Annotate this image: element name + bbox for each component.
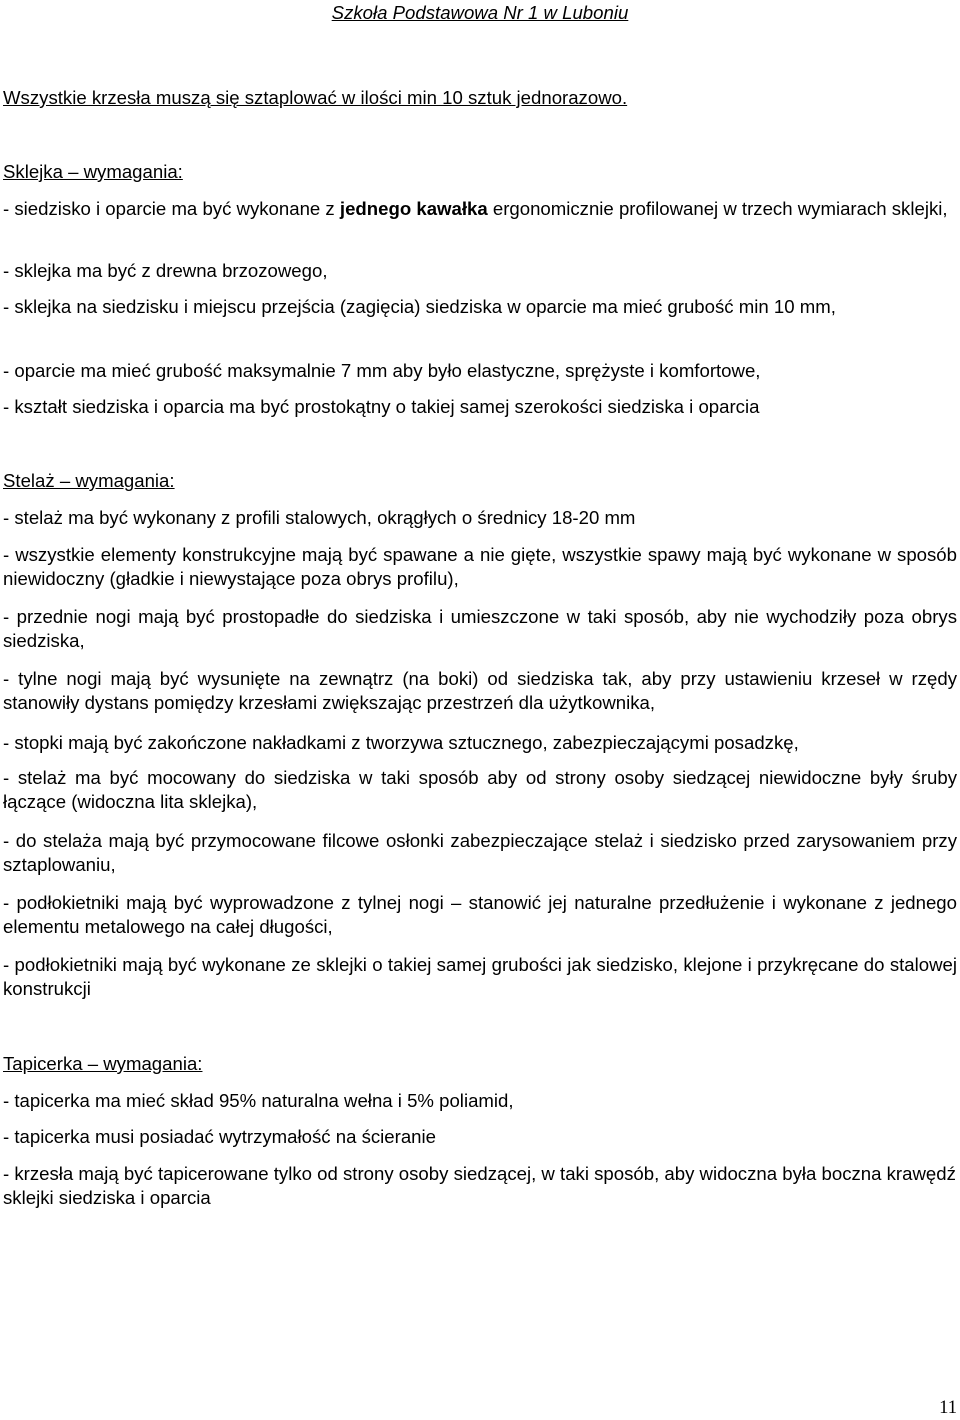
intro-text: Wszystkie krzesła muszą się sztaplować w ilości min 10 sztuk jednorazowo.	[3, 87, 628, 108]
plywood-item-4: - oparcie ma mieć grubość maksymalnie 7 mm aby było elastyczne, sprężyste i komfortowe,	[3, 360, 761, 381]
plywood-item-3: - sklejka na siedzisku i miejscu przejścia (zagięcia) siedziska w oparcie ma mieć grubość min 10 mm,	[3, 296, 836, 317]
page-number: 11	[939, 1397, 957, 1418]
plywood-item-1-start: - siedzisko i oparcie ma być wykonane z	[3, 198, 340, 219]
frame-item-6: - stelaż ma być mocowany do siedziska w taki sposób aby od strony osoby siedzącej niewidoczne były śruby łączące (widoczna lita sklejka),	[3, 767, 957, 812]
plywood-item-1-end: ergonomicznie profilowanej w trzech wymiarach sklejki,	[487, 198, 948, 219]
frame-item-9: - podłokietniki mają być wykonane ze sklejki o takiej samej grubości jak siedzisko, klejone i przykręcane do stalowej konstrukcji	[3, 954, 957, 999]
frame-item-3: - przednie nogi mają być prostopadłe do siedziska i umieszczone w taki sposób, aby nie wychodziły poza obrys siedziska,	[3, 606, 957, 651]
upholstery-item-3: - krzesła mają być tapicerowane tylko od strony osoby siedzącej, w taki sposób, aby widoczna była boczna krawędź sklejki siedziska i oparcia	[3, 1163, 956, 1208]
upholstery-item-2: - tapicerka musi posiadać wytrzymałość na ścieranie	[3, 1126, 436, 1147]
frame-item-1: - stelaż ma być wykonany z profili stalowych, okrągłych o średnicy 18-20 mm	[3, 507, 636, 528]
frame-item-5: - stopki mają być zakończone nakładkami z tworzywa sztucznego, zabezpieczającymi posadzkę,	[3, 732, 799, 753]
plywood-item-1-bold: jednego kawałka	[339, 198, 488, 219]
frame-heading: Stelaż – wymagania:	[3, 470, 175, 491]
plywood-item-5: - kształt siedziska i oparcia ma być prostokątny o takiej samej szerokości siedziska i oparcia	[3, 396, 760, 417]
frame-item-7: - do stelaża mają być przymocowane filcowe osłonki zabezpieczające stelaż i siedzisko przed zarysowaniem przy sztaplowaniu,	[3, 830, 957, 875]
frame-item-4: - tylne nogi mają być wysunięte na zewnątrz (na boki) od siedziska tak, aby przy ustawieniu krzeseł w rzędy stanowiły dystans pomiędzy krzesłami zwiększając przestrzeń dla użytkownika,	[3, 668, 957, 713]
plywood-item-1	[3, 197, 957, 221]
upholstery-item-1: - tapicerka ma mieć skład 95% naturalna wełna i 5% poliamid,	[3, 1090, 514, 1111]
frame-item-2: - wszystkie elementy konstrukcyjne mają być spawane a nie gięte, wszystkie spawy mają być wykonane w sposób niewidoczny (gładkie i niewystające poza obrys profilu),	[3, 544, 957, 589]
frame-item-8: - podłokietniki mają być wyprowadzone z tylnej nogi – stanowić jej naturalne przedłużenie i wykonane z jednego elementu metalowego na całej długości,	[3, 892, 957, 937]
page-header: Szkoła Podstawowa Nr 1 w Luboniu	[331, 2, 629, 23]
plywood-heading: Sklejka – wymagania:	[3, 161, 183, 182]
plywood-item-2: - sklejka ma być z drewna brzozowego,	[3, 260, 328, 281]
upholstery-heading: Tapicerka – wymagania:	[3, 1053, 203, 1074]
